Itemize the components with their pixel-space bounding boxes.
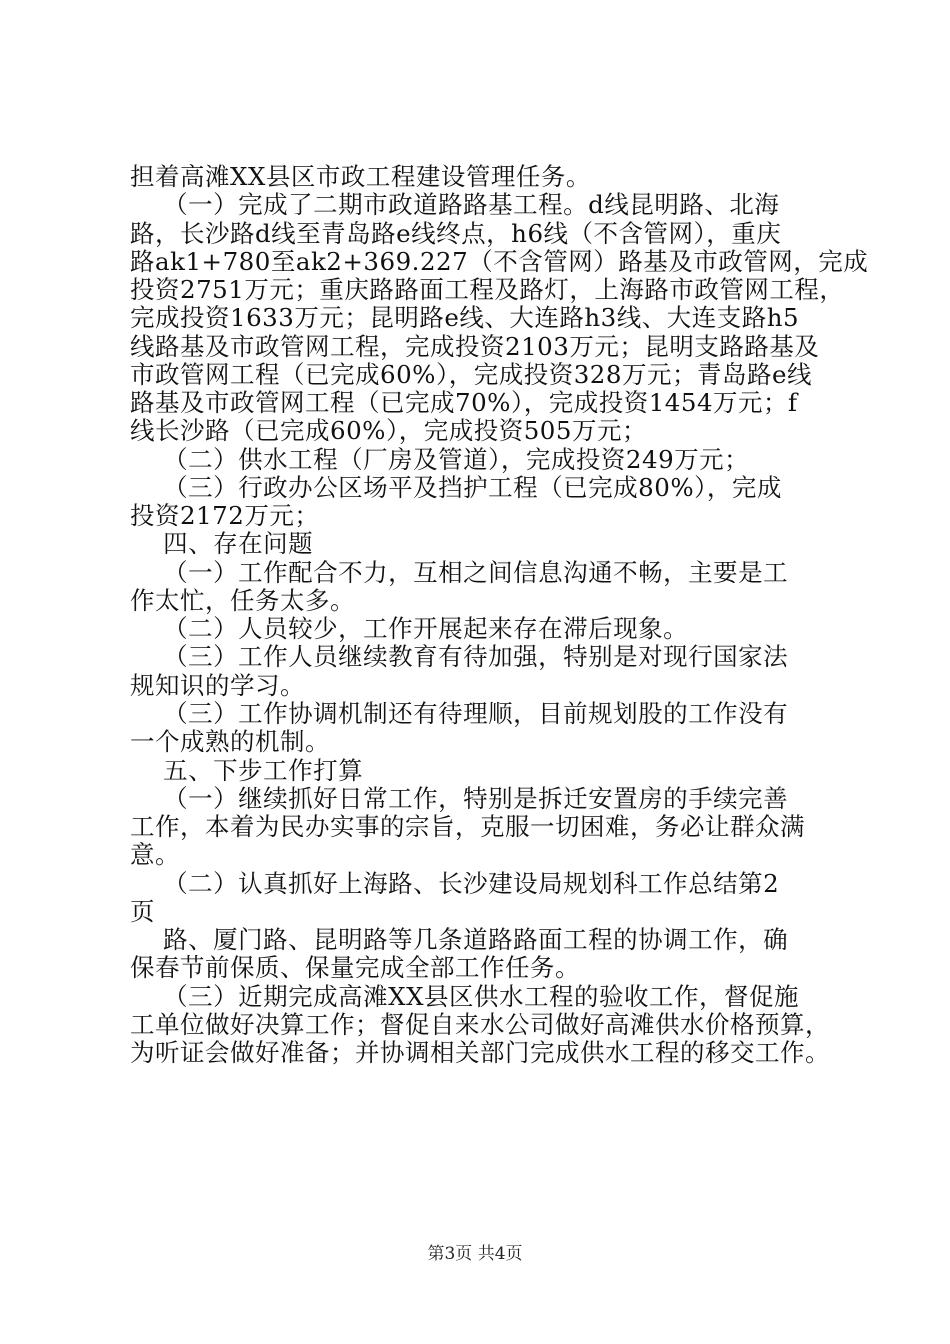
- text-line: 路、厦门路、昆明路等几条道路路面工程的协调工作，确: [130, 925, 789, 954]
- text-line: 规知识的学习。: [130, 671, 305, 700]
- text-line: （三）近期完成高滩XX县区供水工程的验收工作，督促施: [130, 982, 800, 1011]
- text-line: （一）完成了二期市政道路路基工程。d线昆明路、北海: [130, 190, 780, 219]
- text-line: 担着高滩XX县区市政工程建设管理任务。: [130, 162, 591, 191]
- text-line: （三）行政办公区场平及挡护工程（已完成80%），完成: [130, 473, 782, 502]
- text-line: 为听证会做好准备；并协调相关部门完成供水工程的移交工作。: [130, 1038, 830, 1067]
- text-line: （二）供水工程（厂房及管道），完成投资249万元；: [130, 445, 750, 474]
- page-number-footer: 第3页 共4页: [427, 1244, 523, 1264]
- text-line: 保春节前保质、保量完成全部工作任务。: [130, 953, 580, 982]
- text-line: 路，长沙路d线至青岛路e线终点，h6线（不含管网），重庆: [130, 219, 782, 248]
- text-line: 意。: [130, 840, 180, 869]
- section-heading: 五、下步工作打算: [130, 756, 364, 785]
- text-line: 工作，本着为民办实事的宗旨，克服一切困难，务必让群众满: [130, 812, 805, 841]
- text-line: 页: [130, 897, 155, 926]
- text-line: 线路基及市政管网工程，完成投资2103万元；昆明支路路基及: [130, 332, 820, 361]
- text-line: 作太忙，任务太多。: [130, 586, 355, 615]
- text-line: 一个成熟的机制。: [130, 727, 330, 756]
- section-heading: 四、存在问题: [130, 529, 314, 558]
- text-line: （三）工作人员继续教育有待加强，特别是对现行国家法: [130, 642, 789, 671]
- text-line: 工单位做好决算工作；督促自来水公司做好高滩供水价格预算，: [130, 1010, 830, 1039]
- text-line: 完成投资1633万元；昆明路e线、大连路h3线、大连支路h5: [130, 303, 800, 332]
- text-line: 市政管网工程（已完成60%），完成投资328万元；青岛路e线: [130, 360, 812, 389]
- text-line: （二）人员较少，工作开展起来存在滞后现象。: [130, 614, 689, 643]
- text-line: （三）工作协调机制还有待理顺，目前规划股的工作没有: [130, 699, 789, 728]
- text-line: 投资2172万元；: [130, 501, 320, 530]
- text-line: （一）继续抓好日常工作，特别是拆迁安置房的手续完善: [130, 784, 789, 813]
- text-line: （一）工作配合不力，互相之间信息沟通不畅，主要是工: [130, 558, 789, 587]
- text-line: 路ak1+780至ak2+369.227（不含管网）路基及市政管网，完成: [130, 247, 869, 276]
- text-line: 投资2751万元；重庆路路面工程及路灯，上海路市政管网工程，: [130, 275, 845, 304]
- text-line: 路基及市政管网工程（已完成70%），完成投资1454万元；f: [130, 388, 798, 417]
- text-line: （二）认真抓好上海路、长沙建设局规划科工作总结第2: [130, 869, 780, 898]
- text-line: 线长沙路（已完成60%），完成投资505万元；: [130, 416, 647, 445]
